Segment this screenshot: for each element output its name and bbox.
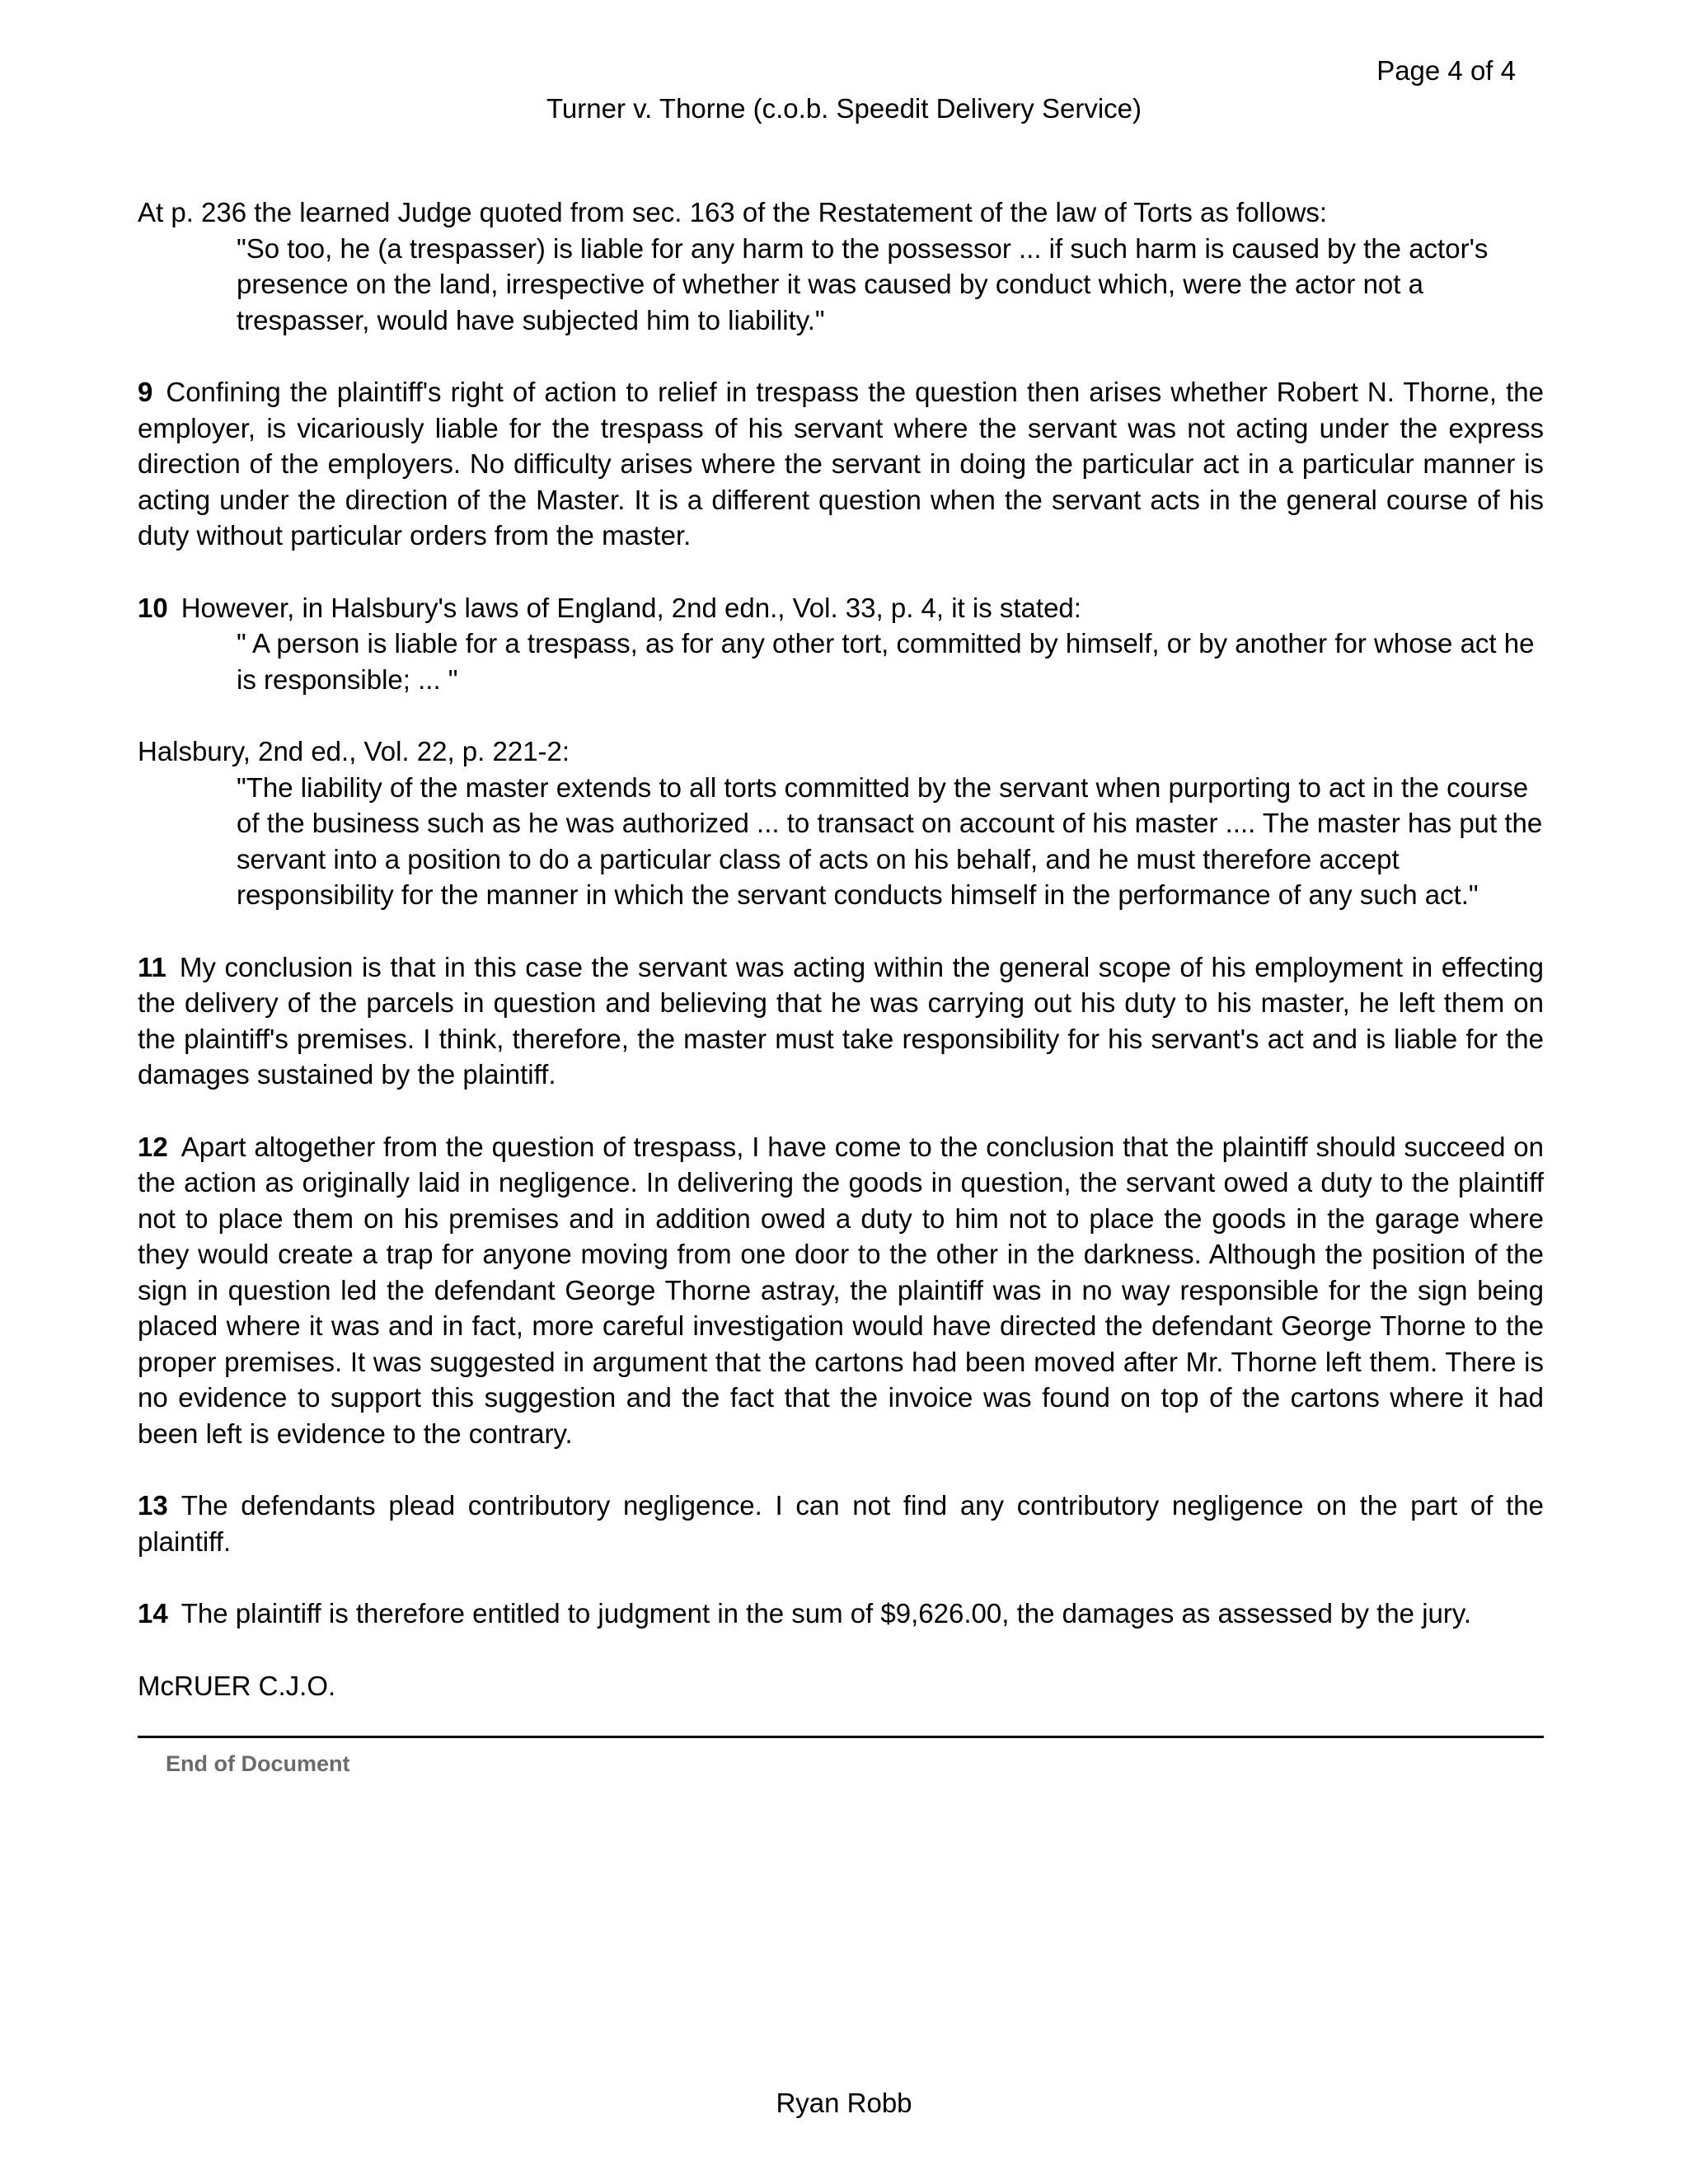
paragraph-text: Confining the plaintiff's right of action to relief in trespass the question then arises whether Robert N. Thorne, the employer, is vicariously liable for the trespass of his servant where the servant was not acting under the express direction of the employers. No difficulty arises where the servant in doing the particular act in a particular manner is acting under the direction of the Master. It is a different question when the servant acts in the general course of his duty without particular orders from the master. (138, 377, 1544, 551)
paragraph-text: The defendants plead contributory negligence. I can not find any contributory negligence on the part of the plaintiff. (138, 1490, 1544, 1557)
paragraph-number: 11 (138, 951, 166, 982)
paragraph-14 (138, 1596, 1544, 1632)
halsbury-intro: Halsbury, 2nd ed., Vol. 22, p. 221-2: (138, 736, 570, 766)
paragraph-text: My conclusion is that in this case the servant was acting within the general scope of his employment in effecting the delivery of the parcels in question and believing that he was carrying out his duty to his master, he left them on the plaintiff's premises. I think, therefore, the master must take responsibility for his servant's act and is liable for the damages sustained by the plaintiff. (138, 951, 1544, 1090)
footer-name: Ryan Robb (776, 2088, 912, 2118)
paragraph-number: 9 (138, 377, 153, 407)
end-divider (138, 1736, 1544, 1738)
paragraph-12 (138, 1129, 1544, 1452)
paragraph-text: The plaintiff is therefore entitled to judgment in the sum of $9,626.00, the damages as assessed by the jury. (181, 1598, 1472, 1629)
halsbury-vol33-quote: " A person is liable for a trespass, as for any other tort, committed by himself, or by another for whose act he is responsible; ... " (237, 628, 1535, 695)
paragraph-text: Apart altogether from the question of trespass, I have come to the conclusion that the plaintiff should succeed on the action as originally laid in negligence. In delivering the goods in question, the servant owed a duty to the plaintiff not to place them on his premises and in addition owed a duty to him not to place the goods in the garage where they would create a trap for anyone moving from one door to the other in the darkness. Although the position of the sign in question led the defendant George Thorne astray, the plaintiff was in no way responsible for the sign being placed where it was and in fact, more careful investigation would have directed the defendant George Thorne to the proper premises. It was suggested in argument that the cartons had been moved after Mr. Thorne left them. There is no evidence to support this suggestion and the fact that the invoice was found on top of the cartons where it had been left is evidence to the contrary. (138, 1131, 1544, 1449)
paragraph-number: 10 (138, 592, 168, 623)
judge-signature: McRUER C.J.O. (138, 1670, 336, 1701)
document-body (138, 194, 1544, 1704)
paragraph-10 (138, 590, 1544, 626)
page-number: Page 4 of 4 (1376, 55, 1516, 86)
restatement-quote: "So too, he (a trespasser) is liable for any harm to the possessor ... if such harm is caused by the actor's presence on the land, irrespective of whether it was caused by conduct which, were the actor not a trespasser, would have subjected him to liability." (237, 232, 1489, 335)
end-of-document-label: End of Document (166, 1751, 350, 1776)
paragraph-number: 13 (138, 1490, 168, 1521)
paragraph-number: 14 (138, 1598, 168, 1629)
halsbury-vol22-quote: "The liability of the master extends to all torts committed by the servant when purporting to act in the course of the business such as he was authorized ... to transact on account of his master .... The master has put the servant into a position to do a particular class of acts on his behalf, and he must therefore accept responsibility for the manner in which the servant conducts himself in the performance of any such act." (237, 771, 1543, 910)
document-title: Turner v. Thorne (c.o.b. Speedit Delivery Service) (546, 93, 1142, 124)
paragraph-text: However, in Halsbury's laws of England, 2nd edn., Vol. 33, p. 4, it is stated: (181, 592, 1081, 623)
paragraph-9 (138, 374, 1544, 554)
intro-paragraph: At p. 236 the learned Judge quoted from sec. 163 of the Restatement of the law of Torts as follows: (138, 197, 1328, 227)
paragraph-number: 12 (138, 1131, 168, 1162)
paragraph-13 (138, 1488, 1544, 1559)
paragraph-11 (138, 949, 1544, 1093)
